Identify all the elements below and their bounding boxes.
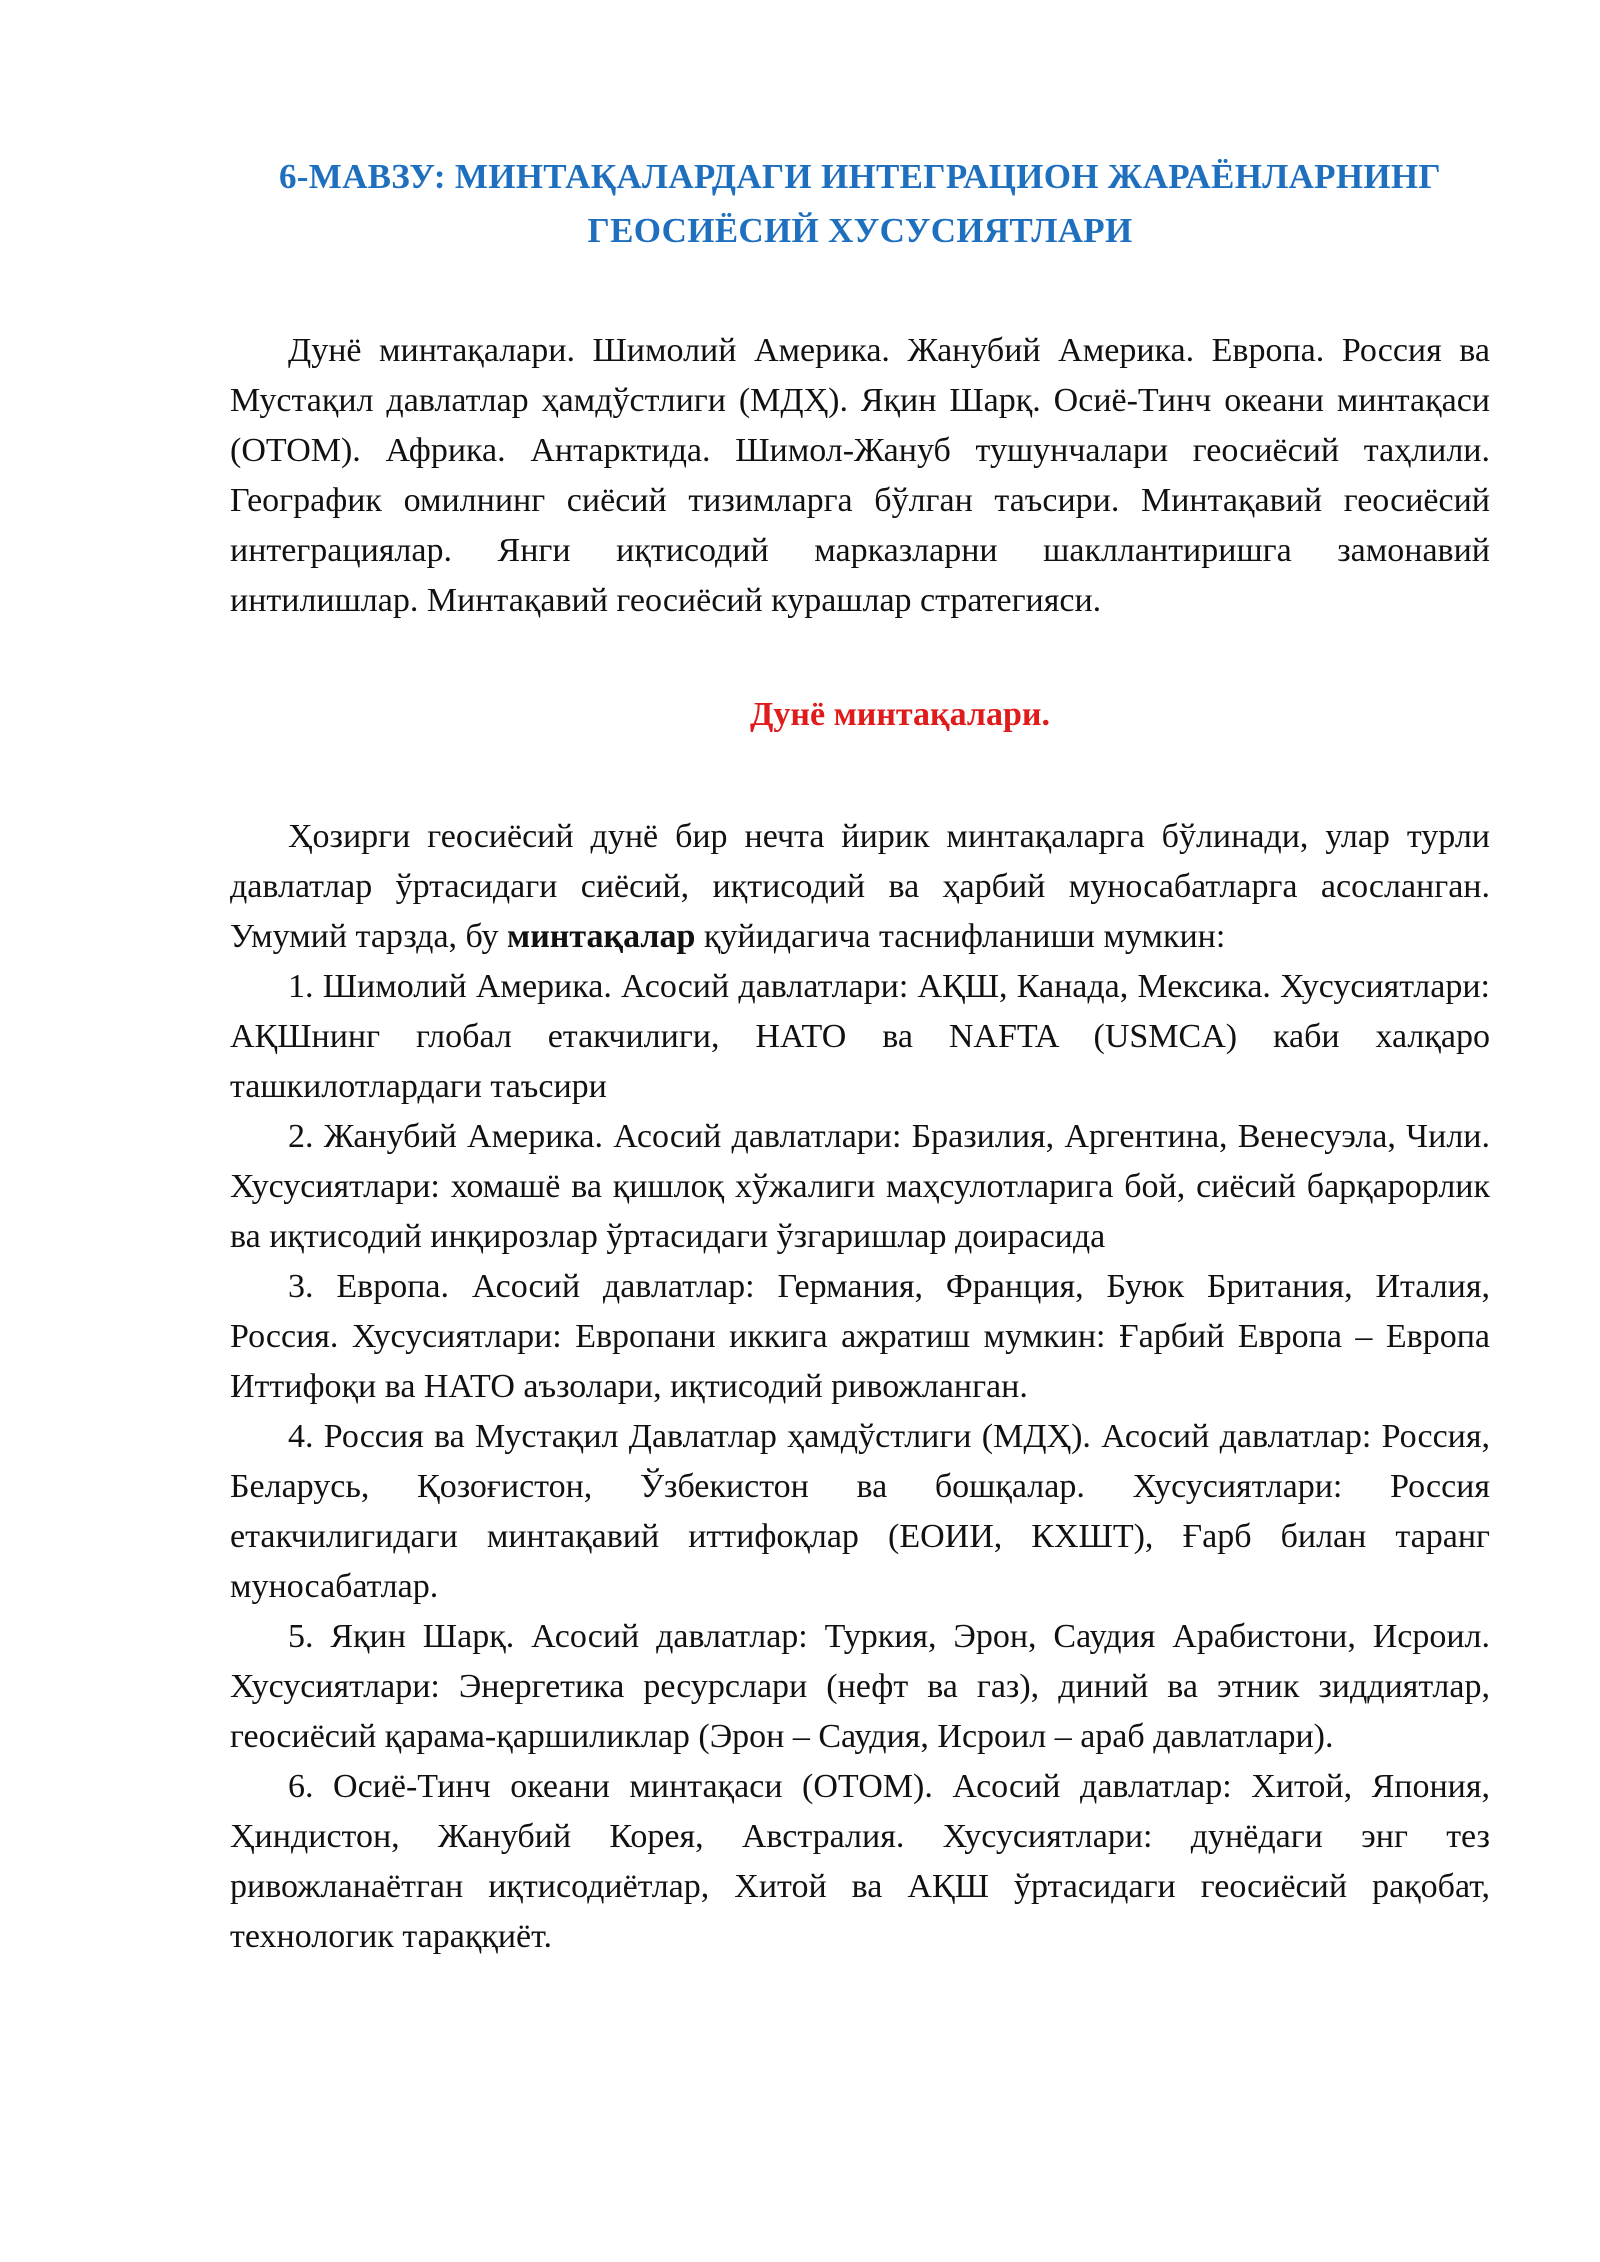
section-heading: Дунё минтақалари. [750,696,1050,733]
list-item: 3. Европа. Асосий давлатлар: Германия, Франция, Буюк Британия, Италия, Россия. Хусусиятлари: Европани иккига ажратиш мумкин: Ғарбий Европа – Европа Иттифоқи ва НАТО аъзолари, иқтисодий ривожланган. [230,1268,1490,1405]
list-item: 2. Жанубий Америка. Асосий давлатлари: Бразилия, Аргентина, Венесуэла, Чили. Хусусиятлари: хомашё ва қишлоқ хўжалиги маҳсулотларига бой, сиёсий барқарорлик ва иқтисодий инқирозлар ўртасидаги ўзгаришлар доирасида [230,1118,1490,1255]
list-item: 6. Осиё-Тинч океани минтақаси (ОТОМ). Асосий давлатлар: Хитой, Япония, Ҳиндистон, Жанубий Корея, Австралия. Хусусиятлари: дунёдаги энг тез ривожланаётган иқтисодиётлар, Хитой ва АҚШ ўртасидаги геосиёсий рақобат, технологик тараққиёт. [230,1768,1490,1955]
list-item: 1. Шимолий Америка. Асосий давлатлари: АҚШ, Канада, Мексика. Хусусиятлари: АҚШнинг глобал етакчилиги, НАТО ва NAFTA (USMCA) каби халқаро ташкилотлардаги таъсири [230,968,1490,1105]
body-paragraph [230,812,1490,962]
document-page [230,150,1490,1962]
body-bold-term: минтақалар [507,918,696,955]
body-text-part-2: қуйидагича таснифланиши мумкин: [695,918,1226,955]
document-title [230,150,1490,258]
list-item: 4. Россия ва Мустақил Давлатлар ҳамдўстлиги (МДҲ). Асосий давлатлар: Россия, Беларусь, Қозоғистон, Ўзбекистон ва бошқалар. Хусусиятлари: Россия етакчилигидаги минтақавий иттифоқлар (ЕОИИ, КХШТ), Ғарб билан таранг муносабатлар. [230,1418,1490,1605]
list-item: 5. Яқин Шарқ. Асосий давлатлар: Туркия, Эрон, Саудия Арабистони, Исроил. Хусусиятлари: Энергетика ресурслари (нефт ва газ), диний ва этник зиддиятлар, геосиёсий қарама-қаршиликлар (Эрон – Саудия, Исроил – араб давлатлари). [230,1618,1490,1755]
regions-list [230,962,1490,1962]
title-line-2: ГЕОСИЁСИЙ ХУСУСИЯТЛАРИ [587,211,1133,250]
body-text-part-1: Ҳозирги геосиёсий дунё бир нечта йирик минтақаларга бўлинади, улар турли давлатлар ўртасидаги сиёсий, иқтисодий ва ҳарбий муносабатларга асосланган. Умумий тарзда, бу [230,818,1490,955]
title-line-1: 6-МАВЗУ: МИНТАҚАЛАРДАГИ ИНТЕГРАЦИОН ЖАРАЁНЛАРНИНГ [278,157,1441,196]
intro-paragraph: Дунё минтақалари. Шимолий Америка. Жанубий Америка. Европа. Россия ва Мустақил давлатлар ҳамдўстлиги (МДҲ). Яқин Шарқ. Осиё-Тинч океани минтақаси (ОТОМ). Африка. Антарктида. Шимол-Жануб тушунчалари геосиёсий таҳлили. Географик омилнинг сиёсий тизимларга бўлган таъсири. Минтақавий геосиёсий интеграциялар. Янги иқтисодий марказларни шакллантиришга замонавий интилишлар. Минтақавий геосиёсий курашлар стратегияси. [230,332,1490,619]
